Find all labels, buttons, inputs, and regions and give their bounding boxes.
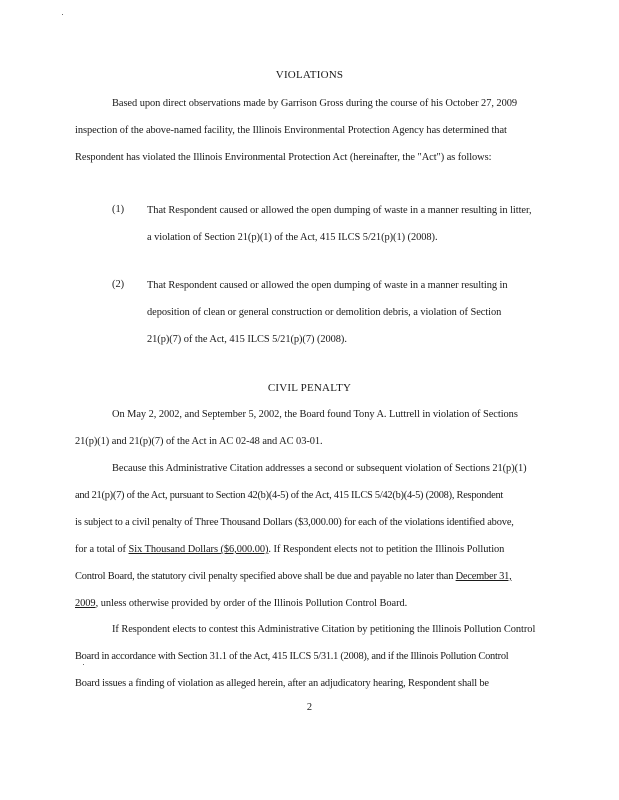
penalty-total-suffix: . If Respondent elects not to petition the Illinois Pollution [268, 544, 505, 555]
violations-heading-text: VIOLATIONS [275, 69, 344, 81]
penalty-para2-line-5 [75, 570, 511, 583]
violation-1-line-2: a violation of Section 21(p)(1) of the Act, 415 ILCS 5/21(p)(1) (2008). [147, 232, 438, 243]
penalty-para2-line-6 [75, 597, 407, 610]
violations-heading [0, 69, 619, 81]
penalty-due-date-part2: 2009 [75, 598, 96, 609]
violations-intro-line-1: Based upon direct observations made by Garrison Gross during the course of his October 27, 2009 [112, 98, 518, 109]
penalty-para1-line-2: 21(p)(1) and 21(p)(7) of the Act in AC 02-48 and AC 03-01. [75, 436, 323, 447]
penalty-para3-line-2: Board in accordance with Section 31.1 of the Act, 415 ILCS 5/31.1 (2008), and if the Illinois Pollution Control [75, 651, 509, 662]
penalty-para2-line-1: Because this Administrative Citation addresses a second or subsequent violation of Sections 21(p)(1) [112, 463, 527, 474]
penalty-para3-line-1: If Respondent elects to contest this Administrative Citation by petitioning the Illinois Pollution Control [112, 624, 536, 635]
scan-speck [83, 664, 84, 665]
violation-1-line-1: That Respondent caused or allowed the open dumping of waste in a manner resulting in litter, [147, 205, 532, 216]
violation-2-line-2: deposition of clean or general construction or demolition debris, a violation of Section [147, 307, 502, 318]
violation-2-line-1: That Respondent caused or allowed the open dumping of waste in a manner resulting in [147, 280, 508, 291]
violation-2-number: (2) [112, 279, 125, 290]
civil-penalty-heading-text: CIVIL PENALTY [267, 382, 352, 394]
penalty-due-date-part1: December 31, [455, 571, 512, 582]
penalty-para2-line-4 [75, 543, 504, 556]
page-number-text: 2 [306, 702, 313, 713]
penalty-total-amount: Six Thousand Dollars ($6,000.00) [128, 544, 269, 555]
page-number [0, 702, 619, 713]
penalty-para1-line-1: On May 2, 2002, and September 5, 2002, the Board found Tony A. Luttrell in violation of Sections [112, 409, 518, 420]
civil-penalty-heading [0, 382, 619, 394]
penalty-para2-line-2: and 21(p)(7) of the Act, pursuant to Section 42(b)(4-5) of the Act, 415 ILCS 5/42(b)(4-5) (2008), Respondent [75, 490, 504, 501]
scan-speck [62, 14, 63, 15]
penalty-due-suffix: , unless otherwise provided by order of the Illinois Pollution Control Board. [95, 598, 408, 609]
violation-1-number: (1) [112, 204, 125, 215]
penalty-due-prefix: Control Board, the statutory civil penalty specified above shall be due and payable no later than [75, 571, 456, 582]
penalty-para3-line-3: Board issues a finding of violation as alleged herein, after an adjudicatory hearing, Respondent shall be [75, 678, 489, 689]
violation-2-line-3: 21(p)(7) of the Act, 415 ILCS 5/21(p)(7) (2008). [147, 334, 347, 345]
violations-intro-line-2: inspection of the above-named facility, the Illinois Environmental Protection Agency has determined that [75, 125, 507, 136]
violations-intro-line-3: Respondent has violated the Illinois Environmental Protection Act (hereinafter, the "Act") as follows: [75, 152, 492, 163]
penalty-para2-line-3: is subject to a civil penalty of Three Thousand Dollars ($3,000.00) for each of the violations identified above, [75, 517, 514, 528]
penalty-total-prefix: for a total of [75, 544, 129, 555]
